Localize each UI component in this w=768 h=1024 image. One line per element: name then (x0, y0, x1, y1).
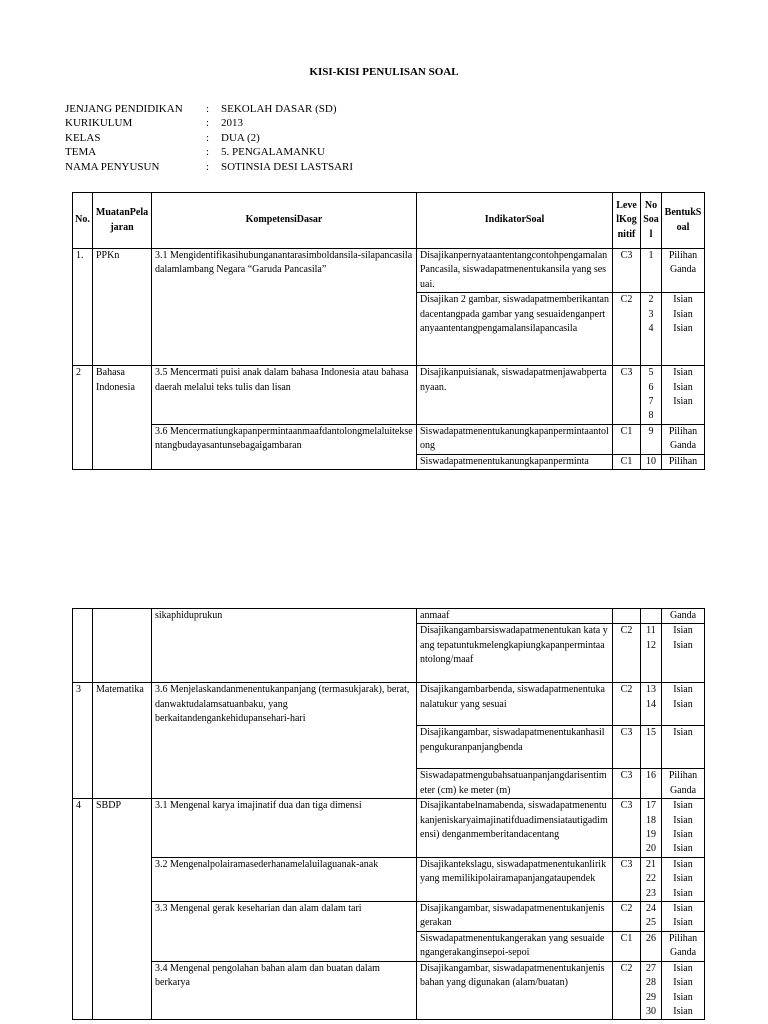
level-kognitif: C3 (613, 726, 641, 769)
level-kognitif: C2 (613, 293, 641, 366)
level-kognitif: C3 (613, 249, 641, 293)
no-soal-list (641, 902, 662, 932)
no-soal: 14 (646, 698, 656, 710)
no-soal: 1 (641, 249, 662, 293)
bentuk-soal-list (662, 683, 705, 726)
header-kompetensi-dasar: KompetensiDasar (152, 193, 417, 249)
empty-cell (641, 609, 662, 624)
table-header-row (73, 193, 705, 249)
empty-cell (613, 609, 641, 624)
table-row (73, 683, 705, 726)
bentuk-soal-list (662, 902, 705, 932)
bentuk-soal: Isian (673, 843, 693, 855)
muatan-pelajaran: Matematika (93, 683, 152, 799)
bentuk-soal: Isian (673, 698, 693, 710)
bentuk-soal: Isian (673, 396, 693, 408)
bentuk-soal: Ganda (662, 609, 705, 624)
indikator-soal: Disajikanpuisianak, siswadapatmenjawabpertanyaan. (417, 366, 613, 425)
bentuk-soal: Isian (673, 962, 693, 974)
no-soal: 5 (648, 367, 654, 379)
no-soal: 15 (641, 726, 662, 769)
info-colon: : (206, 117, 210, 130)
info-value: 5. PENGALAMANKU (221, 146, 325, 159)
no-soal: 16 (641, 769, 662, 799)
indikator-soal: Disajikan 2 gambar, siswadapatmemberikantandacentangpada gambar yang sesuaidenganpertanyaantentangpengamalansilapancasila (417, 293, 613, 366)
row-number: 1. (73, 249, 93, 366)
level-kognitif: C2 (613, 902, 641, 932)
info-colon: : (206, 160, 210, 173)
empty-cell (93, 609, 152, 683)
bentuk-soal-list (662, 857, 705, 901)
muatan-pelajaran: PPKn (93, 249, 152, 366)
header-indikator-soal: IndikatorSoal (417, 193, 613, 249)
bentuk-soal-list (662, 293, 705, 366)
indikator-soal: Disajikangambarbenda, siswadapatmenentukanalatukur yang sesuai (417, 683, 613, 726)
level-kognitif: C3 (613, 769, 641, 799)
no-soal: 11 (646, 625, 656, 637)
bentuk-soal: Isian (673, 308, 693, 320)
indikator-soal: Siswadapatmenentukanungkapanperminta (417, 454, 613, 469)
table-row (73, 961, 705, 1020)
bentuk-soal: Isian (673, 625, 693, 637)
info-value: 2013 (221, 117, 243, 130)
bentuk-soal: Isian (673, 887, 693, 899)
table-row (73, 609, 705, 624)
kompetensi-dasar: 3.2 Mengenalpolairamasederhanamelaluilaguanak-anak (152, 857, 417, 901)
no-soal-list (641, 683, 662, 726)
no-soal: 27 (646, 962, 656, 974)
table-row (73, 366, 705, 425)
level-kognitif: C1 (613, 931, 641, 961)
table-row (73, 799, 705, 858)
muatan-pelajaran: Bahasa Indonesia (93, 366, 152, 470)
info-label: KURIKULUM (65, 117, 133, 130)
no-soal: 18 (646, 814, 656, 826)
bentuk-soal: Isian (673, 800, 693, 812)
bentuk-soal: Isian (673, 873, 693, 885)
row-number: 4 (73, 799, 93, 1020)
muatan-pelajaran: SBDP (93, 799, 152, 1020)
level-kognitif: C1 (613, 454, 641, 469)
bentuk-soal: Pilihan Ganda (662, 249, 705, 293)
no-soal: 21 (646, 858, 656, 870)
no-soal: 12 (646, 639, 656, 651)
indikator-soal: Siswadapatmenentukangerakan yang sesuaidengangerakanginsepoi-sepoi (417, 931, 613, 961)
info-label: TEMA (65, 146, 97, 159)
bentuk-soal-list (662, 624, 705, 683)
header-bentuk-soal: BentukSoal (662, 193, 705, 249)
no-soal: 7 (648, 396, 654, 408)
no-soal: 25 (646, 917, 656, 929)
no-soal-list (641, 799, 662, 858)
bentuk-soal: Isian (673, 829, 693, 841)
info-value: DUA (2) (221, 131, 260, 144)
indikator-soal: Disajikangambar, siswadapatmenentukanjenisgerakan (417, 902, 613, 932)
bentuk-soal: Isian (673, 991, 693, 1003)
info-colon: : (206, 146, 210, 159)
no-soal: 20 (646, 843, 656, 855)
kompetensi-dasar: 3.6 Menjelaskandanmenentukanpanjang (termasukjarak), berat, danwaktudalamsatuanbaku, yang berkaitandengankehidupansehari-hari (152, 683, 417, 799)
bentuk-soal-list (662, 799, 705, 858)
indikator-soal: Siswadapatmengubahsatuanpanjangdarisentimeter (cm) ke meter (m) (417, 769, 613, 799)
no-soal-list (641, 961, 662, 1020)
bentuk-soal-list (662, 366, 705, 425)
info-row-kurikulum (65, 116, 353, 130)
kompetensi-dasar: 3.6 Mencermatiungkapanpermintaanmaafdantolongmelaluiteksentangbudayasantunsebagaigambaran (152, 424, 417, 469)
no-soal: 9 (641, 424, 662, 454)
bentuk-soal: Pilihan Ganda (662, 769, 705, 799)
kompetensi-dasar: 3.4 Mengenal pengolahan bahan alam dan buatan dalam berkarya (152, 961, 417, 1020)
table-row (73, 249, 705, 293)
indikator-soal: Disajikangambar, siswadapatmenentukanjenisbahan yang digunakan (alam/buatan) (417, 961, 613, 1020)
header-level-kognitif: LevelKognitif (613, 193, 641, 249)
bentuk-soal: Isian (673, 381, 693, 393)
level-kognitif: C1 (613, 424, 641, 454)
bentuk-soal: Isian (673, 294, 693, 306)
level-kognitif: C2 (613, 961, 641, 1020)
level-kognitif: C2 (613, 683, 641, 726)
kompetensi-dasar: 3.1 Mengenal karya imajinatif dua dan tiga dimensi (152, 799, 417, 858)
kompetensi-dasar: sikaphiduprukun (152, 609, 417, 683)
bentuk-soal: Isian (673, 814, 693, 826)
bentuk-soal: Isian (673, 917, 693, 929)
no-soal: 10 (641, 454, 662, 469)
bentuk-soal: Pilihan Ganda (662, 424, 705, 454)
no-soal-list (641, 366, 662, 425)
kompetensi-dasar: 3.1 Mengidentifikasihubunganantarasimboldansila-silapancasiladalamlambang Negara “Garuda Pancasila” (152, 249, 417, 366)
info-label: NAMA PENYUSUN (65, 160, 160, 173)
no-soal: 22 (646, 873, 656, 885)
level-kognitif: C3 (613, 799, 641, 858)
kisi-kisi-table-page-1 (72, 192, 705, 470)
indikator-soal: Disajikangambarsiswadapatmenentukan kata yang tepatuntukmelengkapiungkapanpermintaantolong/maaf (417, 624, 613, 683)
no-soal-list (641, 857, 662, 901)
indikator-soal: Disajikangambar, siswadapatmenentukanhasilpengukuranpanjangbenda (417, 726, 613, 769)
empty-cell (73, 609, 93, 683)
header-muatan-pelajaran: MuatanPelajaran (93, 193, 152, 249)
no-soal-list (641, 624, 662, 683)
no-soal: 28 (646, 977, 656, 989)
bentuk-soal-list (662, 961, 705, 1020)
no-soal: 6 (648, 381, 654, 393)
kisi-kisi-table-page-2 (72, 608, 705, 1020)
bentuk-soal: Isian (673, 639, 693, 651)
table-row (73, 902, 705, 932)
bentuk-soal: Isian (673, 323, 693, 335)
table-row (73, 857, 705, 901)
info-colon: : (206, 131, 210, 144)
bentuk-soal: Isian (673, 1005, 693, 1017)
no-soal: 29 (646, 991, 656, 1003)
info-label: KELAS (65, 131, 101, 144)
indikator-soal: anmaaf (417, 609, 613, 624)
bentuk-soal: Isian (673, 684, 693, 696)
bentuk-soal: Isian (673, 367, 693, 379)
kompetensi-dasar: 3.5 Mencermati puisi anak dalam bahasa Indonesia atau bahasa daerah melalui teks tulis dan lisan (152, 366, 417, 425)
info-label: JENJANG PENDIDIKAN (65, 103, 183, 115)
indikator-soal: Siswadapatmenentukanungkapanpermintaantolong (417, 424, 613, 454)
no-soal: 4 (648, 323, 654, 335)
row-number: 2 (73, 366, 93, 470)
kompetensi-dasar: 3.3 Mengenal gerak keseharian dan alam dalam tari (152, 902, 417, 962)
bentuk-soal: Pilihan (662, 454, 705, 469)
level-kognitif: C2 (613, 624, 641, 683)
bentuk-soal: Isian (673, 977, 693, 989)
row-number: 3 (73, 683, 93, 799)
info-row-jenjang (65, 102, 353, 116)
info-row-kelas (65, 131, 353, 145)
no-soal: 30 (646, 1005, 656, 1017)
no-soal: 26 (641, 931, 662, 961)
info-value: SOTINSIA DESI LASTSARI (221, 160, 354, 173)
info-row-penyusun (65, 160, 353, 174)
indikator-soal: Disajikantekslagu, siswadapatmenentukanlirik yang memilikipolairamapanjangataupendek (417, 857, 613, 901)
bentuk-soal: Pilihan Ganda (662, 931, 705, 961)
document-title: KISI-KISI PENULISAN SOAL (309, 66, 459, 78)
document-info (65, 102, 353, 174)
bentuk-soal: Isian (673, 903, 693, 915)
info-value: SEKOLAH DASAR (SD) (221, 103, 337, 115)
bentuk-soal: Isian (673, 858, 693, 870)
info-colon: : (206, 103, 210, 115)
no-soal: 19 (646, 829, 656, 841)
bentuk-soal: Isian (662, 726, 705, 769)
indikator-soal: Disajikanpernyataantentangcontohpengamalan Pancasila, siswadapatmenentukansila yang sesuai. (417, 249, 613, 293)
indikator-soal: Disajikantabelnamabenda, siswadapatmenentukanjeniskaryaimajinatifduadimensiatautigadimensi) denganmemberitandacentang (417, 799, 613, 858)
no-soal: 3 (648, 308, 654, 320)
no-soal: 24 (646, 903, 656, 915)
no-soal: 2 (648, 294, 654, 306)
level-kognitif: C3 (613, 857, 641, 901)
no-soal: 17 (646, 800, 656, 812)
level-kognitif: C3 (613, 366, 641, 425)
no-soal: 8 (648, 410, 654, 422)
no-soal: 23 (646, 887, 656, 899)
table-row (73, 424, 705, 454)
no-soal: 13 (646, 684, 656, 696)
header-no-soal: NoSoal (641, 193, 662, 249)
header-no: No. (73, 193, 93, 249)
no-soal-list (641, 293, 662, 366)
info-row-tema (65, 145, 353, 159)
